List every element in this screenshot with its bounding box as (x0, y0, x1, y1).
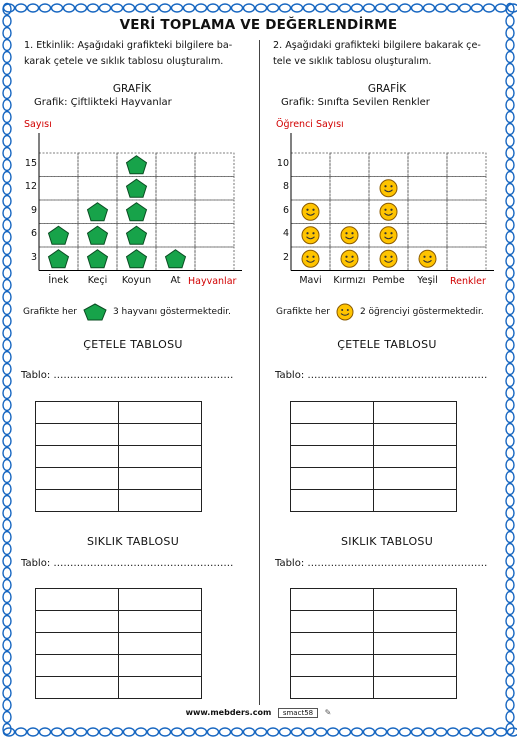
y-tick-label: 10 (273, 158, 289, 169)
right-x-axis-label: Renkler (450, 276, 486, 287)
table-cell[interactable] (36, 589, 119, 611)
decorative-border-left (0, 0, 14, 738)
grid-cell (369, 153, 408, 177)
page-title: VERİ TOPLAMA VE DEĞERLENDİRME (0, 17, 517, 33)
grid-cell (330, 200, 369, 224)
footer-site: www.mebders.com (186, 708, 272, 717)
left-frequency-title: SIKLIK TABLOSU (33, 535, 233, 548)
left-tally-table[interactable] (35, 401, 202, 512)
table-cell[interactable] (374, 446, 457, 468)
decorative-border-right (503, 0, 517, 738)
grid-cell (195, 153, 234, 177)
table-cell[interactable] (119, 589, 202, 611)
pentagon-icon (127, 250, 147, 268)
y-tick-label: 9 (21, 205, 37, 216)
table-cell[interactable] (119, 633, 202, 655)
grid-cell (447, 200, 486, 224)
x-category-label: Pembe (364, 275, 414, 286)
x-category-label: Mavi (286, 275, 336, 286)
right-legend-suffix: 2 öğrenciyi göstermektedir. (360, 307, 484, 317)
smiley-icon (380, 227, 397, 244)
table-cell[interactable] (291, 402, 374, 424)
grid-cell (408, 153, 447, 177)
table-cell[interactable] (119, 490, 202, 512)
grid-cell (408, 177, 447, 201)
table-cell[interactable] (36, 611, 119, 633)
pentagon-icon (127, 156, 147, 174)
x-category-label: Keçi (73, 275, 123, 286)
right-legend-prefix: Grafikte her (276, 307, 330, 317)
pentagon-icon (127, 179, 147, 197)
table-cell[interactable] (119, 424, 202, 446)
pentagon-icon (127, 226, 147, 244)
right-tally-label: Tablo: ……………………………………………… (275, 370, 487, 381)
grid-cell (39, 177, 78, 201)
right-instruction-line1: 2. Aşağıdaki grafikteki bilgilere bakarak çe- (273, 38, 505, 54)
left-legend-prefix: Grafikte her (23, 307, 77, 317)
table-cell[interactable] (374, 655, 457, 677)
right-frequency-title: SIKLIK TABLOSU (287, 535, 487, 548)
y-tick-label: 2 (273, 252, 289, 263)
smiley-icon (341, 250, 358, 267)
left-x-axis-label: Hayvanlar (188, 276, 236, 287)
right-instruction-line2: tele ve sıklık tablosu oluşturalım. (273, 54, 505, 70)
right-graph-subtitle: Grafik: Sınıfta Sevilen Renkler (281, 97, 430, 108)
table-cell[interactable] (119, 402, 202, 424)
decorative-border-bottom (0, 724, 517, 738)
left-frequency-table[interactable] (35, 588, 202, 699)
table-cell[interactable] (291, 424, 374, 446)
table-cell[interactable] (291, 677, 374, 699)
table-cell[interactable] (291, 468, 374, 490)
grid-cell (447, 224, 486, 248)
left-pictograph-chart (20, 128, 255, 293)
left-instruction-line1: 1. Etkinlik: Aşağıdaki grafikteki bilgilere ba- (24, 38, 256, 54)
page-footer (0, 708, 517, 718)
grid-cell (39, 200, 78, 224)
smiley-icon (380, 180, 397, 197)
y-tick-label: 8 (273, 181, 289, 192)
table-cell[interactable] (119, 677, 202, 699)
pentagon-icon (49, 250, 69, 268)
right-tally-title: ÇETELE TABLOSU (287, 338, 487, 351)
decorative-border-top (0, 0, 517, 14)
column-divider (259, 40, 260, 705)
left-graph-subtitle: Grafik: Çiftlikteki Hayvanlar (34, 97, 172, 108)
table-cell[interactable] (119, 655, 202, 677)
x-category-label: At (151, 275, 201, 286)
grid-cell (156, 224, 195, 248)
grid-cell (447, 153, 486, 177)
smiley-icon (341, 227, 358, 244)
table-cell[interactable] (374, 611, 457, 633)
right-tally-table[interactable] (290, 401, 457, 512)
table-cell[interactable] (291, 490, 374, 512)
right-frequency-label: Tablo: ……………………………………………… (275, 558, 487, 569)
pentagon-icon (88, 250, 108, 268)
y-tick-label: 6 (273, 205, 289, 216)
pentagon-icon (127, 203, 147, 221)
grid-cell (195, 200, 234, 224)
signature-mark: ✎ (325, 708, 332, 717)
table-cell[interactable] (36, 490, 119, 512)
table-cell[interactable] (119, 611, 202, 633)
table-cell[interactable] (119, 468, 202, 490)
table-cell[interactable] (36, 655, 119, 677)
table-cell[interactable] (374, 677, 457, 699)
table-cell[interactable] (291, 446, 374, 468)
left-tally-label: Tablo: ……………………………………………… (21, 370, 233, 381)
table-cell[interactable] (36, 677, 119, 699)
left-legend-suffix: 3 hayvanı göstermektedir. (113, 307, 231, 317)
table-cell[interactable] (374, 589, 457, 611)
grid-cell (447, 177, 486, 201)
smiley-icon (419, 250, 436, 267)
smiley-icon (302, 227, 319, 244)
grid-cell (195, 224, 234, 248)
grid-cell (156, 177, 195, 201)
smiley-icon (380, 203, 397, 220)
pentagon-icon (88, 203, 108, 221)
x-category-label: Yeşil (403, 275, 453, 286)
grid-cell (156, 153, 195, 177)
table-cell[interactable] (291, 611, 374, 633)
table-cell[interactable] (36, 424, 119, 446)
right-instruction (273, 38, 505, 70)
table-cell[interactable] (374, 402, 457, 424)
smiley-icon (302, 203, 319, 220)
y-tick-label: 3 (21, 252, 37, 263)
pentagon-icon (88, 226, 108, 244)
footer-badge: smact58 (278, 708, 318, 718)
table-cell[interactable] (36, 633, 119, 655)
y-tick-label: 4 (273, 228, 289, 239)
x-category-label: Kırmızı (325, 275, 375, 286)
smiley-icon (336, 303, 354, 321)
table-cell[interactable] (291, 633, 374, 655)
pentagon-icon (83, 303, 107, 321)
x-category-label: İnek (34, 275, 84, 286)
table-cell[interactable] (374, 424, 457, 446)
smiley-icon (302, 250, 319, 267)
left-frequency-label: Tablo: ……………………………………………… (21, 558, 233, 569)
grid-cell (330, 153, 369, 177)
pentagon-icon (166, 250, 186, 268)
smiley-icon (380, 250, 397, 267)
left-y-axis-label: Sayısı (24, 119, 52, 130)
x-category-label: Koyun (112, 275, 162, 286)
right-frequency-table[interactable] (290, 588, 457, 699)
y-tick-label: 6 (21, 228, 37, 239)
right-graph-heading: GRAFİK (337, 83, 437, 95)
right-pictograph-chart (272, 128, 507, 293)
table-cell[interactable] (374, 490, 457, 512)
pentagon-icon (49, 226, 69, 244)
left-instruction-line2: karak çetele ve sıklık tablosu oluşturalım. (24, 54, 256, 70)
table-cell[interactable] (374, 633, 457, 655)
left-legend (23, 303, 231, 321)
grid-cell (195, 247, 234, 271)
left-graph-heading: GRAFİK (82, 83, 182, 95)
grid-cell (195, 177, 234, 201)
table-cell[interactable] (36, 468, 119, 490)
grid-cell (78, 177, 117, 201)
table-cell[interactable] (119, 446, 202, 468)
table-cell[interactable] (291, 589, 374, 611)
grid-cell (447, 247, 486, 271)
y-tick-label: 12 (21, 181, 37, 192)
y-tick-label: 15 (21, 158, 37, 169)
grid-cell (78, 153, 117, 177)
table-cell[interactable] (36, 402, 119, 424)
table-cell[interactable] (36, 446, 119, 468)
table-cell[interactable] (291, 655, 374, 677)
left-tally-title: ÇETELE TABLOSU (33, 338, 233, 351)
right-legend (276, 303, 484, 321)
grid-cell (408, 224, 447, 248)
table-cell[interactable] (374, 468, 457, 490)
grid-cell (39, 153, 78, 177)
grid-cell (291, 153, 330, 177)
grid-cell (408, 200, 447, 224)
grid-cell (291, 177, 330, 201)
right-y-axis-label: Öğrenci Sayısı (276, 119, 344, 130)
left-instruction (24, 38, 256, 70)
grid-cell (330, 177, 369, 201)
grid-cell (156, 200, 195, 224)
